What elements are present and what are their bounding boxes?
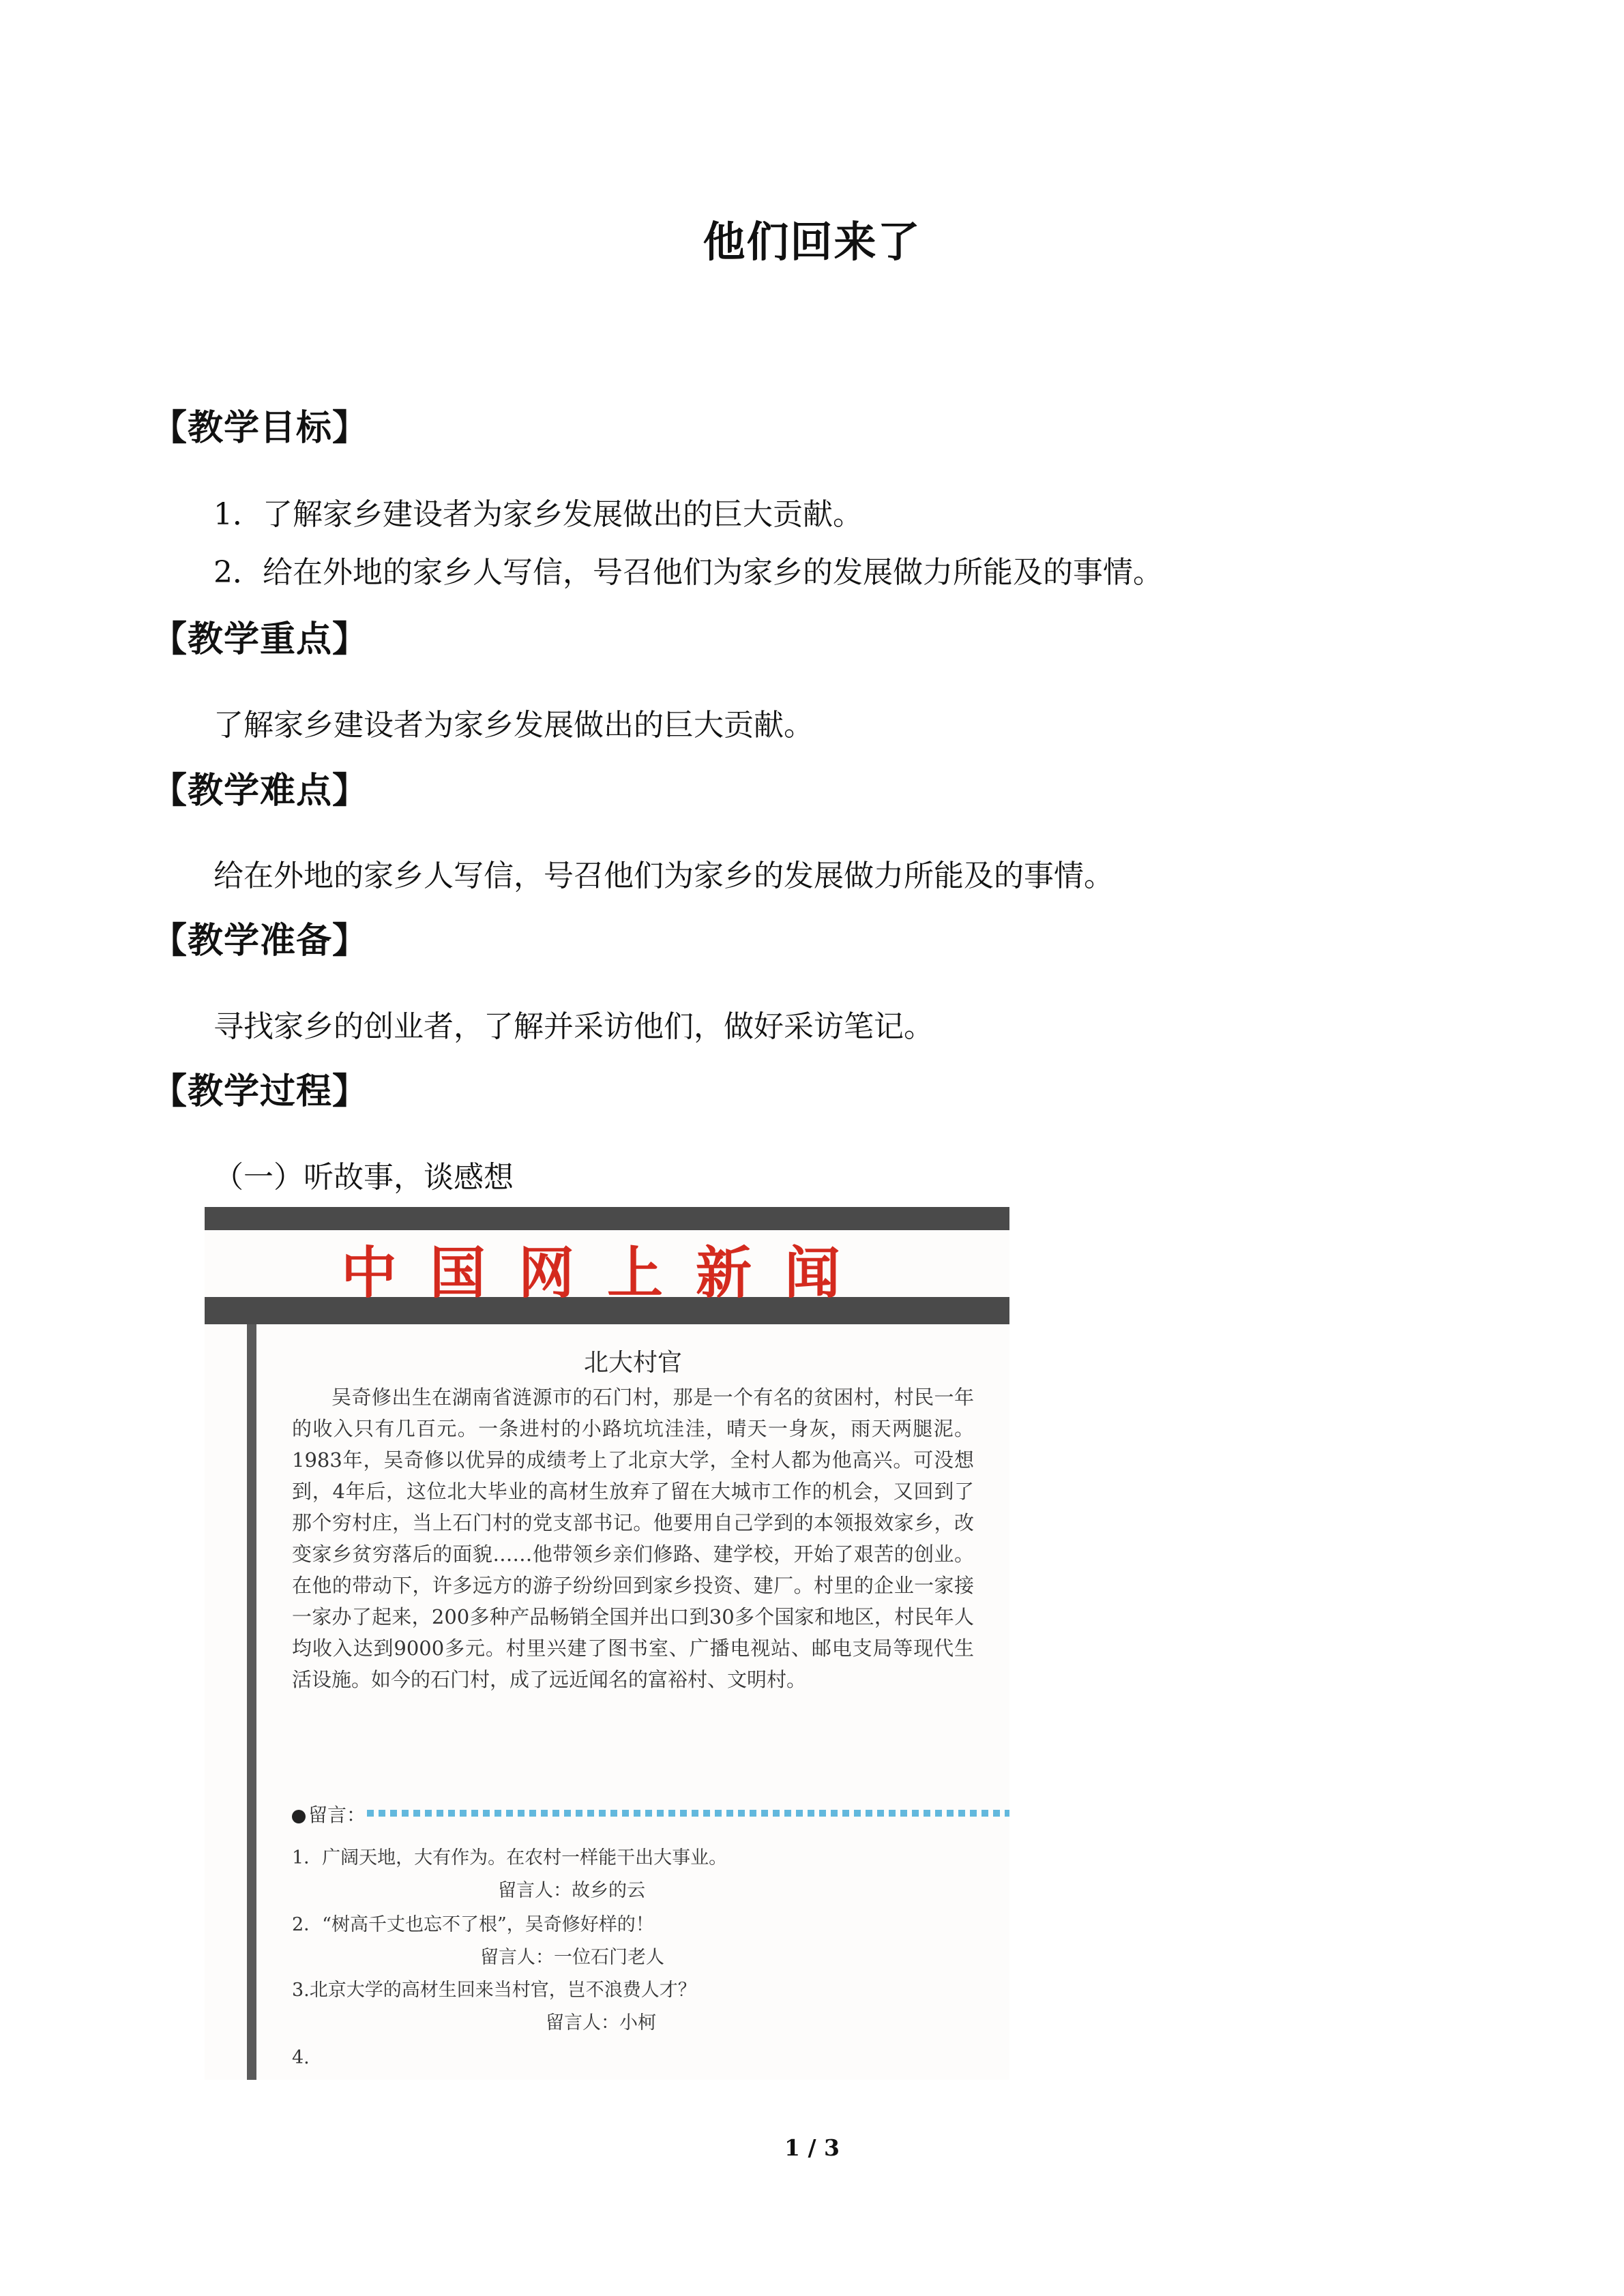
news-message-3-signature: 留言人：小柯 — [546, 2012, 656, 2033]
page-number: 1 / 3 — [784, 2134, 840, 2161]
bullet-icon — [292, 1810, 306, 1823]
news-image — [205, 1207, 1009, 2080]
objective-item-2: 2．给在外地的家乡人写信，号召他们为家乡的发展做力所能及的事情。 — [213, 555, 1163, 590]
focus-text: 了解家乡建设者为家乡发展做出的巨大贡献。 — [213, 708, 814, 743]
news-message-2: 2．“树高千丈也忘不了根”，吴奇修好样的！ — [292, 1914, 654, 1935]
process-step-1: （一）听故事，谈感想 — [213, 1160, 514, 1195]
objective-item-1: 1．了解家乡建设者为家乡发展做出的巨大贡献。 — [213, 497, 863, 532]
news-message-3: 3.北京大学的高材生回来当村官，岂不浪费人才？ — [292, 1980, 696, 2001]
news-dashed-line — [367, 1810, 1009, 1817]
difficulty-text: 给在外地的家乡人写信，号召他们为家乡的发展做力所能及的事情。 — [213, 859, 1114, 893]
preparation-text: 寻找家乡的创业者，了解并采访他们，做好采访笔记。 — [213, 1009, 934, 1044]
page-title: 他们回来了 — [703, 217, 921, 267]
news-messages-label: 留言： — [308, 1804, 366, 1826]
news-top-bar — [205, 1207, 1009, 1230]
news-message-1-signature: 留言人：故乡的云 — [498, 1880, 645, 1901]
heading-preparation: 【教学准备】 — [151, 921, 369, 961]
heading-focus: 【教学重点】 — [151, 619, 369, 660]
news-message-4: 4. — [292, 2047, 310, 2068]
news-banner-title: 中国网上新闻 — [340, 1240, 873, 1306]
news-messages-header — [292, 1800, 366, 1828]
heading-difficulty: 【教学难点】 — [151, 771, 369, 811]
news-message-2-signature: 留言人：一位石门老人 — [480, 1947, 664, 1968]
news-article-text: 吴奇修出生在湖南省涟源市的石门村，那是一个有名的贫困村，村民一年的收入只有几百元。一条进村的小路坑坑洼洼，晴天一身灰，雨天两腿泥。1983年，吴奇修以优异的成绩考上了北京大学，全村人都为他高兴。可没想到，4年后，这位北大毕业的高材生放弃了留在大城市工作的机会，又回到了那个穷村庄，当上石门村的党支部书记。他要用自己学到的本领报效家乡，改变家乡贫穷落后的面貌……他带领乡亲们修路、建学校，开始了艰苦的创业。在他的带动下，许多远方的游子纷纷回到家乡投资、建厂。村里的企业一家接一家办了起来，200多种产品畅销全国并出口到30多个国家和地区，村民年人均收入达到9000多元。村里兴建了图书室、广播电视站、邮电支局等现代生活设施。如今的石门村，成了远近闻名的富裕村、文明村。 — [292, 1386, 974, 1691]
news-left-bar — [247, 1324, 256, 2080]
heading-objectives: 【教学目标】 — [151, 408, 369, 449]
news-article-title: 北大村官 — [583, 1349, 682, 1377]
heading-process: 【教学过程】 — [151, 1071, 369, 1112]
news-message-1: 1．广阔天地，大有作为。在农村一样能干出大事业。 — [292, 1847, 728, 1868]
